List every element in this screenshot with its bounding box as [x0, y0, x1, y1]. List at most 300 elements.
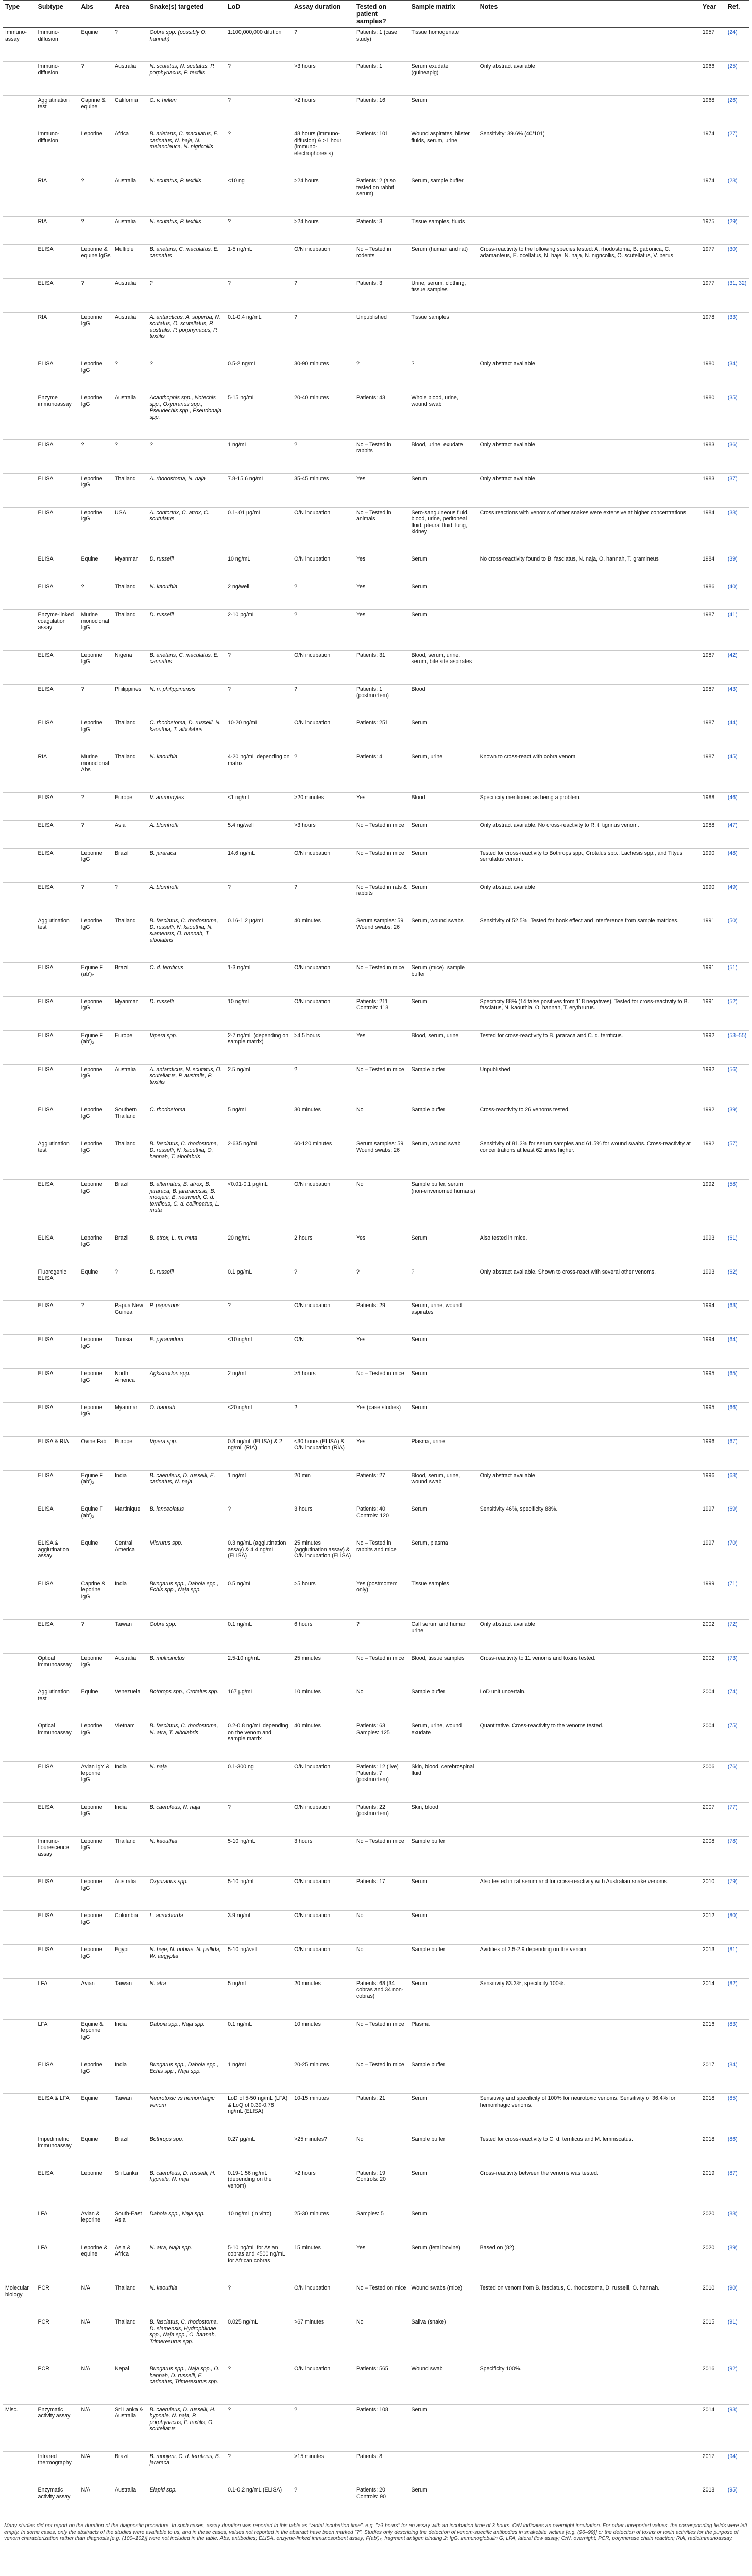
table-cell: (48) — [726, 848, 749, 882]
table-cell: Leporine IgG — [79, 1064, 113, 1105]
table-cell: (74) — [726, 1687, 749, 1721]
table-row — [3, 1945, 749, 1979]
table-cell: L. acrochorda — [148, 1911, 226, 1945]
table-cell: Leporine IgG — [79, 916, 113, 963]
table-cell: O/N incubation — [292, 963, 354, 997]
table-row — [3, 582, 749, 610]
table-cell: Only abstract available — [478, 882, 700, 916]
table-cell: Agglutination test — [36, 916, 79, 963]
table-cell: ELISA & agglutination assay — [36, 1538, 79, 1579]
table-cell — [3, 2094, 36, 2134]
table-row — [3, 2364, 749, 2405]
table-cell: Also tested in rat serum and for cross-reactivity with Australian snake venoms. — [478, 1877, 700, 1911]
table-cell: N. kaouthia — [148, 582, 226, 610]
table-cell: Optical immunoassay — [36, 1653, 79, 1687]
table-cell: Brazil — [113, 2134, 148, 2168]
table-cell: B. caeruleus, N. naja — [148, 1802, 226, 1836]
table-cell: Immuno-assay — [3, 28, 36, 62]
table-cell — [3, 1978, 36, 2019]
table-cell: Neurotoxic vs hemorrhagic venom — [148, 2094, 226, 2134]
table-cell — [3, 882, 36, 916]
table-cell: Patients: 565 — [354, 2364, 409, 2405]
table-cell: No — [354, 1687, 409, 1721]
table-cell: Ovine Fab — [79, 1436, 113, 1470]
table-cell: (66) — [726, 1402, 749, 1436]
table-cell: Misc. — [3, 2404, 36, 2451]
table-cell: ELISA — [36, 1470, 79, 1504]
table-cell: B. fasciatus, C. rhodostoma, D. siamensis, Hydrophiinae spp., Naja spp., O. hannah, Trimeresurus spp. — [148, 2317, 226, 2364]
table-cell: 2018 — [700, 2134, 726, 2168]
table-cell: Cobra spp. — [148, 1619, 226, 1653]
table-cell: Urine, serum, clothing, tissue samples — [409, 278, 477, 312]
table-cell: Enzyme-linked coagulation assay — [36, 610, 79, 651]
table-cell — [3, 1579, 36, 1619]
table-cell: Serum — [409, 1978, 477, 2019]
table-cell — [478, 1436, 700, 1470]
table-cell — [3, 1802, 36, 1836]
table-cell: Myanmar — [113, 1402, 148, 1436]
table-cell: Cobra spp. (possibly O. hannah) — [148, 28, 226, 62]
table-cell: 1974 — [700, 129, 726, 176]
table-cell: B. fasciatus, C. rhodostoma, D. russelli, N. kaouthia, O. hannah, T. albolabris — [148, 1139, 226, 1180]
table-cell: Australia — [113, 61, 148, 95]
table-cell: N. naja — [148, 1762, 226, 1803]
table-cell — [3, 2168, 36, 2209]
table-row — [3, 1504, 749, 1538]
table-row — [3, 2094, 749, 2134]
table-cell: Samples: 5 — [354, 2209, 409, 2243]
table-cell: 10 minutes — [292, 2019, 354, 2060]
table-cell: (81) — [726, 1945, 749, 1979]
table-cell: Leporine IgG — [79, 473, 113, 507]
table-cell: No – Tested in mice — [354, 2019, 409, 2060]
table-cell: India — [113, 2019, 148, 2060]
table-row — [3, 312, 749, 359]
table-cell: 1986 — [700, 582, 726, 610]
table-cell: Blood, serum, urine — [409, 1030, 477, 1064]
table-cell: O/N — [292, 1335, 354, 1369]
table-cell: 1977 — [700, 278, 726, 312]
table-cell: Thailand — [113, 2283, 148, 2317]
table-cell: (68) — [726, 1470, 749, 1504]
table-cell — [3, 1836, 36, 1877]
table-cell: (27) — [726, 129, 749, 176]
table-cell: 1984 — [700, 507, 726, 554]
table-cell: Patients: 101 — [354, 129, 409, 176]
table-cell: Tissue homogenate — [409, 28, 477, 62]
table-cell: ELISA — [36, 2060, 79, 2094]
table-cell: 6 hours — [292, 1619, 354, 1653]
table-cell: 1984 — [700, 554, 726, 582]
table-cell — [478, 278, 700, 312]
table-cell: 0.1-300 ng — [226, 1762, 292, 1803]
table-cell: Taiwan — [113, 2094, 148, 2134]
table-cell: 1987 — [700, 718, 726, 752]
table-cell: Blood — [409, 793, 477, 821]
table-cell: >24 hours — [292, 176, 354, 217]
table-cell: No – Tested in rabbits — [354, 439, 409, 473]
table-cell: Patients: 251 — [354, 718, 409, 752]
table-row — [3, 1538, 749, 1579]
table-cell: Enzymatic activity assay — [36, 2485, 79, 2519]
table-cell: Patients: 22 (postmortem) — [354, 1802, 409, 1836]
table-cell: Leporine IgG — [79, 996, 113, 1030]
table-cell — [3, 217, 36, 245]
table-cell: (73) — [726, 1653, 749, 1687]
table-cell: Sample buffer — [409, 2134, 477, 2168]
table-cell: Sero-sanguineous fluid, blood, urine, peritoneal fluid, pleural fluid, lung, kidney — [409, 507, 477, 554]
table-cell: No – Tested in mice — [354, 963, 409, 997]
table-cell: 2-635 ng/mL — [226, 1139, 292, 1180]
table-row — [3, 2019, 749, 2060]
table-cell: 1993 — [700, 1233, 726, 1267]
table-cell: Bungarus spp., Naja spp., O. hannah, D. russelli, E. carinatus, Trimeresurus spp. — [148, 2364, 226, 2405]
table-cell: 2020 — [700, 2209, 726, 2243]
table-cell: ELISA — [36, 848, 79, 882]
table-cell: Leporine IgG — [79, 1653, 113, 1687]
table-cell: 1995 — [700, 1402, 726, 1436]
table-cell: Based on (82). — [478, 2243, 700, 2283]
table-cell: Serum — [409, 2485, 477, 2519]
table-cell: Asia — [113, 820, 148, 848]
table-cell — [3, 359, 36, 393]
table-cell — [478, 2485, 700, 2519]
table-cell: Yes — [354, 793, 409, 821]
table-cell: No — [354, 1105, 409, 1139]
table-cell: 1992 — [700, 1139, 726, 1180]
table-cell: Leporine IgG — [79, 848, 113, 882]
table-cell: N. atra, Naja spp. — [148, 2243, 226, 2283]
table-cell — [3, 718, 36, 752]
table-cell: (41) — [726, 610, 749, 651]
table-cell: (47) — [726, 820, 749, 848]
table-row — [3, 473, 749, 507]
table-cell — [3, 393, 36, 440]
table-cell: Asia & Africa — [113, 2243, 148, 2283]
table-cell: ELISA — [36, 507, 79, 554]
table-cell: Thailand — [113, 1139, 148, 1180]
table-cell: 20 min — [292, 1470, 354, 1504]
table-cell: Taiwan — [113, 1978, 148, 2019]
table-cell: Serum — [409, 95, 477, 129]
table-cell: Leporine IgG — [79, 650, 113, 684]
table-cell — [3, 1721, 36, 1762]
table-cell: ? — [226, 217, 292, 245]
table-cell: ? — [113, 439, 148, 473]
table-cell: No — [354, 2134, 409, 2168]
table-cell: (76) — [726, 1762, 749, 1803]
table-cell — [478, 650, 700, 684]
table-cell — [3, 1470, 36, 1504]
table-cell: ELISA — [36, 1105, 79, 1139]
table-cell: ELISA — [36, 359, 79, 393]
table-cell: E. pyramidum — [148, 1335, 226, 1369]
table-cell: (91) — [726, 2317, 749, 2364]
table-row — [3, 1402, 749, 1436]
table-cell: ELISA — [36, 1911, 79, 1945]
table-cell: No – Tested in rats & rabbits — [354, 882, 409, 916]
table-cell: (44) — [726, 718, 749, 752]
table-cell — [478, 217, 700, 245]
table-cell: Impedimetric immunoassay — [36, 2134, 79, 2168]
table-cell: 0.16-1.2 µg/mL — [226, 916, 292, 963]
table-cell: Europe — [113, 1030, 148, 1064]
table-cell — [3, 507, 36, 554]
table-cell — [3, 996, 36, 1030]
table-cell: Tissue samples — [409, 312, 477, 359]
table-cell — [3, 916, 36, 963]
table-cell: ELISA — [36, 2168, 79, 2209]
table-row — [3, 2209, 749, 2243]
table-cell: 15 minutes — [292, 2243, 354, 2283]
table-cell: B. fasciatus, C. rhodostoma, N. atra, T. albolabris — [148, 1721, 226, 1762]
table-row — [3, 359, 749, 393]
table-cell: (69) — [726, 1504, 749, 1538]
table-cell: Vipera spp. — [148, 1030, 226, 1064]
table-cell: Australia — [113, 312, 148, 359]
table-cell: B. moojeni, C. d. terrificus, B. jararaca — [148, 2451, 226, 2485]
table-cell — [3, 2317, 36, 2364]
table-cell: Equine — [79, 2094, 113, 2134]
table-cell: 5 ng/mL — [226, 1105, 292, 1139]
table-cell — [3, 2134, 36, 2168]
table-row — [3, 1470, 749, 1504]
table-cell: >5 hours — [292, 1579, 354, 1619]
table-cell: 1997 — [700, 1504, 726, 1538]
table-cell: (52) — [726, 996, 749, 1030]
table-cell: No – Tested in mice — [354, 848, 409, 882]
table-cell: ELISA — [36, 820, 79, 848]
table-cell: Patients: 108 — [354, 2404, 409, 2451]
table-cell: LoD unit uncertain. — [478, 1687, 700, 1721]
table-cell — [3, 473, 36, 507]
table-header — [3, 1, 749, 28]
table-cell: Sensitivity: 39.6% (40/101) — [478, 129, 700, 176]
table-cell: No — [354, 2317, 409, 2364]
table-row — [3, 1436, 749, 1470]
table-cell: ELISA — [36, 684, 79, 718]
table-cell: Africa — [113, 129, 148, 176]
table-cell: 35-45 minutes — [292, 473, 354, 507]
table-cell: Patients: 1 (postmortem) — [354, 684, 409, 718]
table-cell: O/N incubation — [292, 996, 354, 1030]
table-cell: ? — [226, 2404, 292, 2451]
table-cell: Skin, blood — [409, 1802, 477, 1836]
table-cell: D. russelli — [148, 610, 226, 651]
table-cell — [3, 244, 36, 278]
table-cell: USA — [113, 507, 148, 554]
table-cell: (42) — [726, 650, 749, 684]
table-cell: Infrared thermography — [36, 2451, 79, 2485]
table-cell: Tested for cross-reactivity to Bothrops spp., Crotalus spp., Lachesis spp., and Tityus serrulatus venom. — [478, 848, 700, 882]
table-cell: Thailand — [113, 718, 148, 752]
column-header: Snake(s) targeted — [148, 1, 226, 28]
table-cell: ? — [79, 793, 113, 821]
table-cell: Europe — [113, 1436, 148, 1470]
table-cell: ? — [226, 1504, 292, 1538]
table-cell: Patients: 12 (live) Patients: 7 (postmortem) — [354, 1762, 409, 1803]
table-cell: O/N incubation — [292, 1911, 354, 1945]
table-row — [3, 2168, 749, 2209]
table-cell: 2014 — [700, 2404, 726, 2451]
table-cell: 1983 — [700, 439, 726, 473]
table-cell: Central America — [113, 1538, 148, 1579]
table-cell: ? — [79, 1619, 113, 1653]
table-row — [3, 2404, 749, 2451]
table-cell: 1980 — [700, 393, 726, 440]
table-cell: Sensitivity 83.3%, specificity 100%. — [478, 1978, 700, 2019]
table-cell: (94) — [726, 2451, 749, 2485]
table-cell: North America — [113, 1369, 148, 1403]
table-cell: Cross-reactivity between the venoms was tested. — [478, 2168, 700, 2209]
table-cell: Enzymatic activity assay — [36, 2404, 79, 2451]
header-row — [3, 1, 749, 28]
table-cell — [478, 1335, 700, 1369]
table-row — [3, 684, 749, 718]
table-cell: Yes (case studies) — [354, 1402, 409, 1436]
table-cell: 40 minutes — [292, 1721, 354, 1762]
table-cell — [478, 1579, 700, 1619]
table-cell: Wound swab — [409, 2364, 477, 2405]
table-cell: India — [113, 1802, 148, 1836]
table-cell: Thailand — [113, 916, 148, 963]
table-cell: 1987 — [700, 610, 726, 651]
table-cell: ? — [292, 582, 354, 610]
table-cell: Sensitivity and specificity of 100% for neurotoxic venoms. Sensitivity of 36.4% for hemorrhagic venoms. — [478, 2094, 700, 2134]
table-cell: O/N incubation — [292, 1945, 354, 1979]
table-cell: Plasma, urine — [409, 1436, 477, 1470]
table-cell: ? — [292, 28, 354, 62]
table-cell: (46) — [726, 793, 749, 821]
column-header: LoD — [226, 1, 292, 28]
table-cell: ELISA — [36, 1369, 79, 1403]
table-cell: Colombia — [113, 1911, 148, 1945]
table-cell: Vietnam — [113, 1721, 148, 1762]
table-cell — [3, 1687, 36, 1721]
table-cell: (24) — [726, 28, 749, 62]
table-cell: ? — [79, 439, 113, 473]
column-header: Abs — [79, 1, 113, 28]
table-cell — [478, 28, 700, 62]
table-cell: No – Tested in mice — [354, 1653, 409, 1687]
table-cell: B. atrox, L. m. muta — [148, 1233, 226, 1267]
table-cell: ELISA — [36, 473, 79, 507]
table-cell: (61) — [726, 1233, 749, 1267]
table-cell: 48 hours (immuno-diffusion) & >1 hour (immuno-electrophoresis) — [292, 129, 354, 176]
table-cell: (93) — [726, 2404, 749, 2451]
table-cell: ? — [79, 582, 113, 610]
table-cell: (95) — [726, 2485, 749, 2519]
table-cell: ? — [79, 176, 113, 217]
table-cell: No — [354, 1911, 409, 1945]
table-cell: ? — [113, 1267, 148, 1301]
table-cell: (58) — [726, 1180, 749, 1233]
table-row — [3, 393, 749, 440]
table-cell: O/N incubation — [292, 1301, 354, 1335]
table-cell: Leporine IgG — [79, 1369, 113, 1403]
table-cell: 0.27 µg/mL — [226, 2134, 292, 2168]
column-header: Ref. — [726, 1, 749, 28]
table-cell: B. arietans, C. maculatus, E. carinatus — [148, 244, 226, 278]
table-row — [3, 1180, 749, 1233]
table-cell — [478, 2404, 700, 2451]
table-cell: Leporine IgG — [79, 718, 113, 752]
table-cell: Thailand — [113, 1836, 148, 1877]
table-cell: Fluorogenic ELISA — [36, 1267, 79, 1301]
table-cell: B. multicinctus — [148, 1653, 226, 1687]
table-footnote: Many studies did not report on the duration of the diagnostic procedure. In such cases, assay duration was reported in this table as ">total incubation time", e.g. ">3 hours" for an assay with an incubation time of 3 hours. O/N indicates an overnight incubation. For other unreported values, the corresponding fields were left empty. In some cases, only the abstracts of the studies were available to us, and in these cases, values not reported in the abstract have been marked "?". Studies only describing the detection of venom-specific antibodies in snakebite victims [e.g. (96–99)] or the detection of toxins or toxin activities for the purpose of venom characterization rather than diagnosis [e.g. (100–102)] were not included in the table. Abs, antibodies; ELISA, enzyme-linked immunosorbent assay; F(ab')₂, fragment antigen binding 2; IgG, immunoglobulin G; LFA, lateral flow assay; O/N, overnight; PCR, polymerase chain reaction; RIA, radioimmunoassay. — [4, 2523, 747, 2542]
table-cell — [478, 718, 700, 752]
table-cell: 2018 — [700, 2485, 726, 2519]
table-cell: Skin, blood, cerebrospinal fluid — [409, 1762, 477, 1803]
table-cell: Avian — [79, 1978, 113, 2019]
table-cell — [3, 650, 36, 684]
table-cell — [3, 2364, 36, 2405]
table-cell: N. kaouthia — [148, 752, 226, 793]
table-cell: 10 ng/mL — [226, 554, 292, 582]
table-cell: 0.1 ng/mL — [226, 2019, 292, 2060]
table-cell: ? — [292, 882, 354, 916]
table-cell: Thailand — [113, 752, 148, 793]
table-cell: ? — [226, 882, 292, 916]
table-cell: B. jararaca — [148, 848, 226, 882]
table-cell: ELISA — [36, 582, 79, 610]
table-cell — [3, 1653, 36, 1687]
table-cell: 1:100,000,000 dilution — [226, 28, 292, 62]
column-header: Notes — [478, 1, 700, 28]
table-cell: ? — [292, 2404, 354, 2451]
table-cell: 1993 — [700, 1267, 726, 1301]
table-cell: Caprine & equine — [79, 95, 113, 129]
table-cell: 0.5 ng/mL — [226, 1579, 292, 1619]
table-cell: Leporine IgG — [79, 507, 113, 554]
table-cell: Bungarus spp., Daboia spp., Echis spp., Naja spp. — [148, 2060, 226, 2094]
table-cell: Agglutination test — [36, 95, 79, 129]
table-cell — [3, 582, 36, 610]
table-cell: ELISA — [36, 1180, 79, 1233]
table-cell: Known to cross-react with cobra venom. — [478, 752, 700, 793]
table-cell: >24 hours — [292, 217, 354, 245]
table-cell: Patients: 21 — [354, 2094, 409, 2134]
table-cell: Blood, serum, urine, wound swab — [409, 1470, 477, 1504]
table-row — [3, 1721, 749, 1762]
table-cell: Leporine IgG — [79, 359, 113, 393]
table-cell: <20 ng/mL — [226, 1402, 292, 1436]
table-cell: 2006 — [700, 1762, 726, 1803]
table-cell: C. v. helleri — [148, 95, 226, 129]
table-cell: B. caeruleus, D. russelli, H. hypnale, N. naja — [148, 2168, 226, 2209]
table-cell: Australia — [113, 393, 148, 440]
table-cell: No – Tested in mice — [354, 1064, 409, 1105]
table-cell: ? — [292, 610, 354, 651]
table-cell: Serum (mice), sample buffer — [409, 963, 477, 997]
table-cell: No – Tested in rodents — [354, 244, 409, 278]
table-cell: 1991 — [700, 963, 726, 997]
table-cell: 0.1 pg/mL — [226, 1267, 292, 1301]
table-cell: Brazil — [113, 1233, 148, 1267]
table-cell: Molecular biology — [3, 2283, 36, 2317]
table-cell: Australia — [113, 1877, 148, 1911]
table-cell: LFA — [36, 2019, 79, 2060]
table-cell: 1966 — [700, 61, 726, 95]
table-cell: (28) — [726, 176, 749, 217]
table-cell: Yes (postmortem only) — [354, 1579, 409, 1619]
table-cell: (78) — [726, 1836, 749, 1877]
table-cell: Thailand — [113, 2317, 148, 2364]
table-cell: 1978 — [700, 312, 726, 359]
table-cell: Serum, wound swabs — [409, 916, 477, 963]
table-cell: D. russelli — [148, 1267, 226, 1301]
